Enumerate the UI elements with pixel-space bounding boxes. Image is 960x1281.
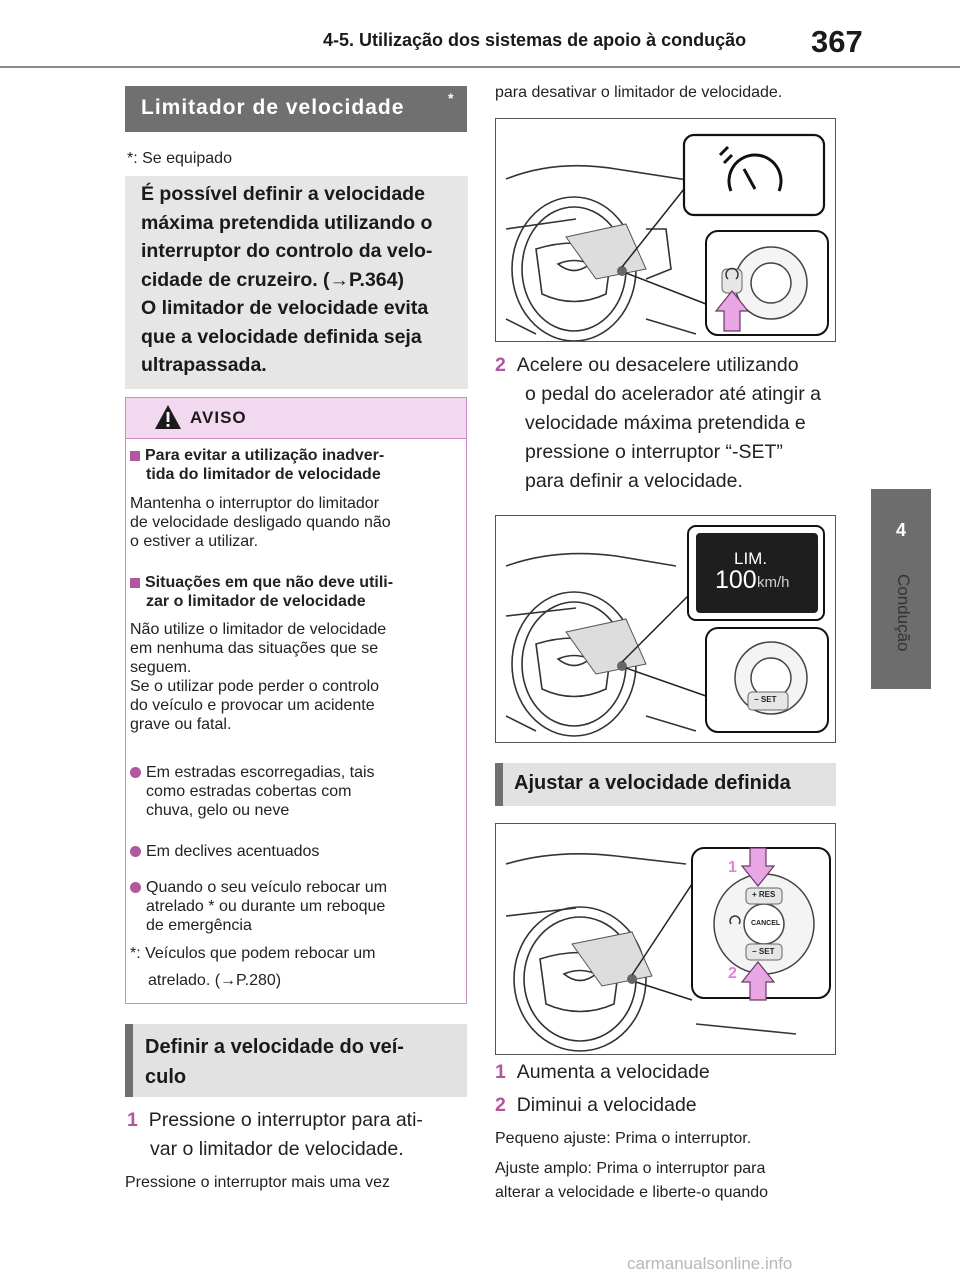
warning-box <box>125 397 467 1004</box>
define-heading-text: Definir a velocidade do veí- culo <box>145 1036 404 1088</box>
define-step2: 2 Acelere ou desacelere utilizando o pedal do acelerador até atingir a velocidade máxima pretendida e pressione o interruptor “-SET” para definir a velocidade. <box>495 354 821 492</box>
intro-line: máxima pretendida utilizando o <box>141 211 433 234</box>
intro-line: cidade de cruzeiro. (→P.364) <box>141 268 404 291</box>
round-bullet-icon <box>130 882 141 893</box>
section-title: 4-5. Utilização dos sistemas de apoio à condução <box>323 30 747 50</box>
figure-set-switch <box>495 515 836 743</box>
figure-adjust-switch <box>495 823 836 1055</box>
define-note-line1: Pressione o interruptor mais uma vez <box>125 1174 390 1191</box>
intro-line: interruptor do controlo da velo- <box>141 240 433 262</box>
warning-item1-title: Para evitar a utilização inadver- tida do limitador de velocidade <box>130 446 384 484</box>
intro-line: O limitador de velocidade evita <box>141 297 429 319</box>
warning-triangle-icon <box>154 404 182 430</box>
warning-title: AVISO <box>190 408 247 427</box>
warning-bullet3: Quando o seu veículo rebocar um atrelado * ou durante um reboque de emergência <box>130 878 387 935</box>
round-bullet-icon <box>130 846 141 857</box>
intro-line: É possível definir a velocidade <box>141 183 425 205</box>
limiter-heading-mark: * <box>448 90 454 106</box>
limiter-heading-text: Limitador de velocidade <box>141 96 405 119</box>
small-adjust-note: Pequeno ajuste: Prima o interruptor. <box>495 1130 752 1147</box>
page-number: 367 <box>811 24 863 59</box>
set-switch-label: − SET <box>754 695 777 704</box>
header-rule <box>0 66 960 68</box>
define-step1: 1 Pressione o interruptor para ati- var o limitador de velocidade. <box>127 1109 423 1160</box>
steering-wheel-illustration <box>496 119 836 342</box>
define-heading <box>125 1024 467 1097</box>
res-switch-label: + RES <box>752 890 776 899</box>
intro-box <box>125 176 468 389</box>
steering-wheel-illustration <box>496 516 836 743</box>
warning-bullet2: Em declives acentuados <box>130 842 319 861</box>
steering-wheel-illustration <box>496 824 836 1055</box>
square-bullet-icon <box>130 578 140 588</box>
warning-footnote: *: Veículos que podem rebocar um atrelado. (→P.280) <box>130 945 376 989</box>
adjust-heading-text: Ajustar a velocidade definida <box>514 772 791 794</box>
callout-1: 1 <box>728 859 737 876</box>
chapter-number: 4 <box>895 520 906 540</box>
cancel-switch-label: CANCEL <box>751 920 781 927</box>
step-number: 1 <box>127 1109 138 1131</box>
display-speed-value: 100 <box>715 566 757 594</box>
set-switch-label: − SET <box>752 947 775 956</box>
step-number: 2 <box>495 354 506 376</box>
callout-2: 2 <box>728 965 737 982</box>
square-bullet-icon <box>130 451 140 461</box>
intro-line: que a velocidade definida seja <box>141 325 422 348</box>
warning-item2-title: Situações em que não deve utili- zar o limitador de velocidade <box>130 573 393 611</box>
limiter-footnote: *: Se equipado <box>127 150 232 167</box>
chapter-label: Condução <box>894 574 913 652</box>
watermark: carmanualsonline.info <box>627 1254 793 1273</box>
adjust-item2: 2 Diminui a velocidade <box>495 1094 697 1116</box>
display-lim-label: LIM. <box>734 549 768 568</box>
large-adjust-note: Ajuste amplo: Prima o interruptor para alterar a velocidade e liberte-o quando <box>495 1160 769 1201</box>
limiter-heading <box>125 86 467 132</box>
intro-line: ultrapassada. <box>141 354 267 376</box>
warning-item1-body: Mantenha o interruptor do limitador de velocidade desligado quando não o estiver a utilizar. <box>130 495 391 550</box>
display-speed-unit: km/h <box>757 574 790 591</box>
warning-item2-body: Não utilize o limitador de velocidade em nenhuma das situações que se seguem. Se o utilizar pode perder o controlo do veículo e provocar um acidente grave ou fatal. <box>130 621 387 733</box>
figure-limiter-switch <box>495 118 836 342</box>
round-bullet-icon <box>130 767 141 778</box>
define-note-line2: para desativar o limitador de velocidade. <box>495 84 783 101</box>
adjust-item1: 1 Aumenta a velocidade <box>495 1061 710 1083</box>
warning-header <box>126 398 466 439</box>
warning-bullet1: Em estradas escorregadias, tais como estradas cobertas com chuva, gelo ou neve <box>130 763 375 820</box>
adjust-heading <box>495 763 836 806</box>
step-number: 1 <box>495 1061 506 1083</box>
step-number: 2 <box>495 1094 506 1116</box>
